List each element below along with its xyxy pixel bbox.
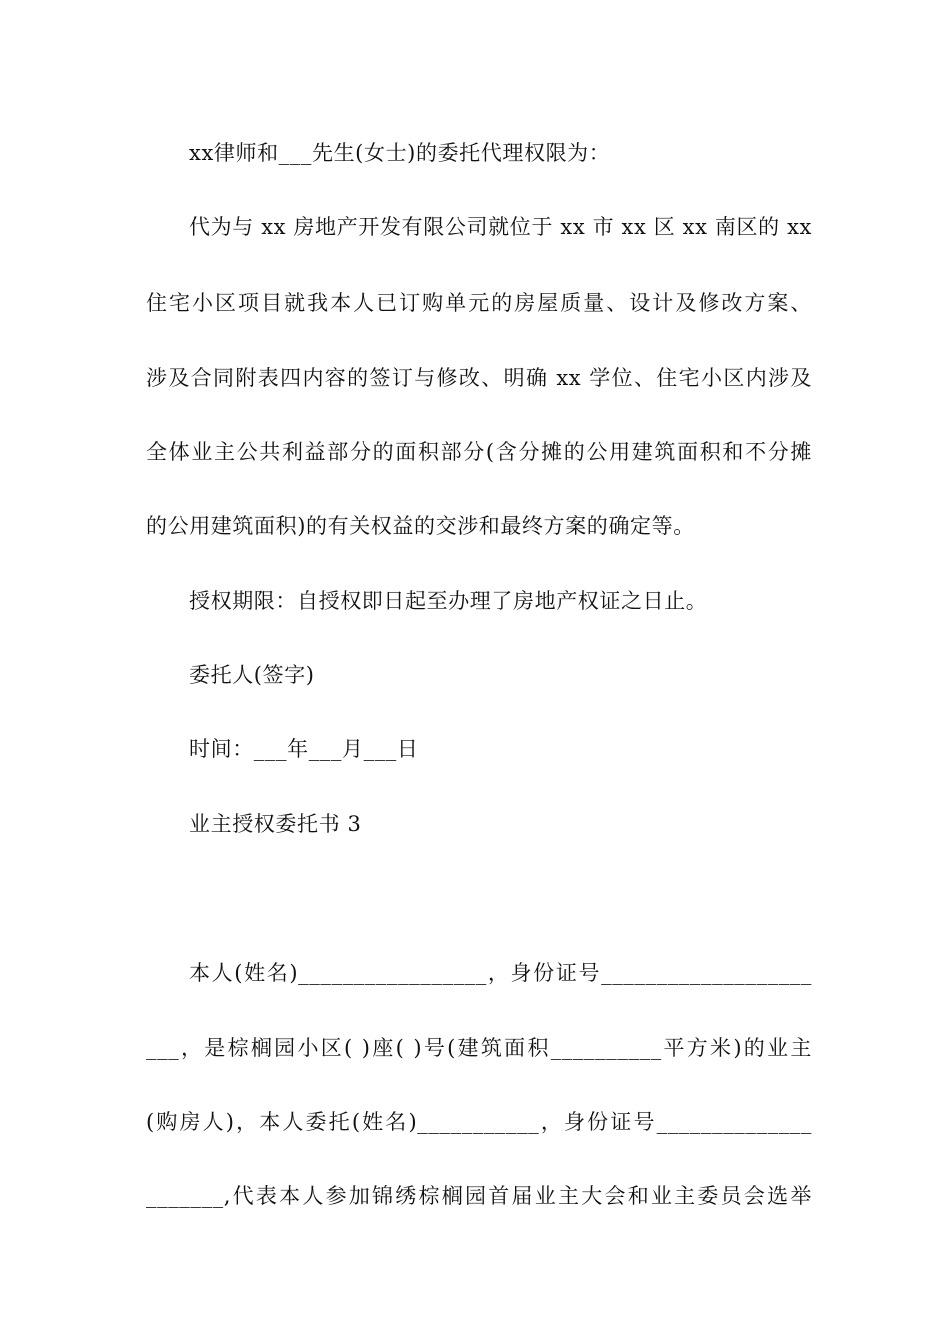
authority-scope-paragraph-line-1: 代为与 xx 房地产开发有限公司就位于 xx 市 xx 区 xx 南区的 xx: [189, 215, 812, 239]
owner-statement-line-1: 本人(姓名)_________________，身份证号___________________: [189, 961, 812, 985]
owner-statement-line-3: (购房人)，本人委托(姓名)___________，身份证号______________: [146, 1110, 812, 1134]
owner-statement-line-4: _______,代表本人参加锦绣棕榈园首届业主大会和业主委员会选举: [146, 1184, 812, 1208]
authority-scope-heading: xx律师和___先生(女士)的委托代理权限为：: [189, 141, 611, 165]
date-line: 时间：___年___月___日: [189, 737, 419, 761]
principal-signature-label: 委托人(签字): [189, 663, 315, 687]
section-title: 业主授权委托书 3: [189, 812, 362, 836]
authority-scope-paragraph-line-4: 全体业主公共利益部分的面积部分(含分摊的公用建筑面积和不分摊: [146, 440, 812, 464]
owner-statement-line-2: ___，是棕榈园小区( )座( )号(建筑面积__________平方米)的业主: [146, 1036, 812, 1060]
authority-scope-paragraph-line-5: 的公用建筑面积)的有关权益的交涉和最终方案的确定等。: [146, 514, 695, 538]
authority-scope-paragraph-line-3: 涉及合同附表四内容的签订与修改、明确 xx 学位、住宅小区内涉及: [146, 366, 812, 390]
authorization-period: 授权期限：自授权即日起至办理了房地产权证之日止。: [189, 589, 708, 613]
authority-scope-paragraph-line-2: 住宅小区项目就我本人已订购单元的房屋质量、设计及修改方案、: [146, 291, 812, 315]
